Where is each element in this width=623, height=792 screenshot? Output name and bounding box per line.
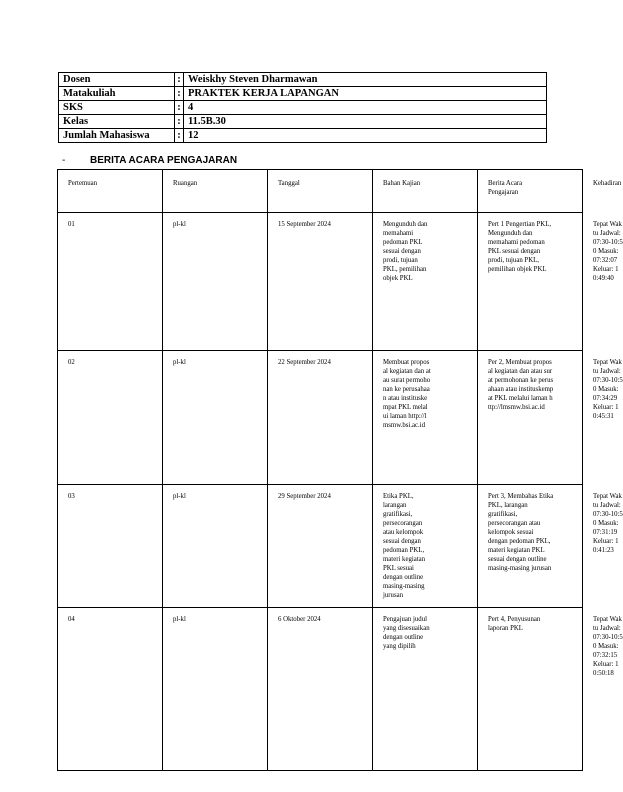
- cell-tanggal: 29 September 2024: [268, 485, 373, 608]
- cell-tanggal: 6 Oktober 2024: [268, 608, 373, 771]
- cell-pertemuan: 04: [58, 608, 163, 771]
- section-heading: [62, 155, 237, 166]
- info-row-dosen: [59, 73, 547, 87]
- cell-ruangan: pl-kl: [163, 213, 268, 351]
- cell-pertemuan: 03: [58, 485, 163, 608]
- cell-bahan-kajian: Etika PKL, larangan gratifikasi, persecorangan atau kelompok sesuai dengan pedoman PKL, materi kegiatan PKL sesuai dengan outline masing-masing jurusan: [373, 485, 478, 608]
- info-row-kelas: [59, 115, 547, 129]
- info-row-matakuliah: [59, 87, 547, 101]
- info-value-matakuliah: PRAKTEK KERJA LAPANGAN: [184, 87, 547, 101]
- cell-tanggal: 15 September 2024: [268, 213, 373, 351]
- course-info-table: [58, 72, 547, 143]
- cell-ruangan: pl-kl: [163, 351, 268, 485]
- table-header-row: Pertemuan Ruangan Tanggal Bahan Kajian Berita Acara Pengajaran Kehadiran: [58, 170, 583, 213]
- info-colon: :: [175, 115, 184, 129]
- info-label: Dosen: [59, 73, 175, 87]
- berita-acara-table: [57, 169, 623, 771]
- info-value-kelas: 11.5B.30: [184, 115, 547, 129]
- bullet-dash: -: [62, 155, 66, 166]
- section-title: BERITA ACARA PENGAJARAN: [90, 155, 238, 166]
- cell-berita-acara: Per 2, Membuat proposal kegiatan dan atau surat permohonan ke perusahaan atau instituskempat PKL melalui laman http://lmsmw.bsi.ac.id: [478, 351, 583, 485]
- info-colon: :: [175, 73, 184, 87]
- cell-tanggal: 22 September 2024: [268, 351, 373, 485]
- info-value-dosen: Weiskhy Steven Dharmawan: [184, 73, 547, 87]
- info-colon: :: [175, 129, 184, 143]
- info-label: Matakuliah: [59, 87, 175, 101]
- table-row: 01 pl-kl 15 September 2024 Mengunduh dan memahami pedoman PKL sesuai dengan prodi, tujuan PKL, pemilihan objek PKL Pert 1 Pengertian PKL, Mengunduh dan memahami pedoman PKL sesuai dengan prodi, tujuan PKL, pemilihan objek PKL Tepat Waktu Jadwal: 07:30-10:50 Masuk: 07:32:07 Keluar: 10:49:40: [58, 213, 583, 351]
- column-header-tanggal: Tanggal: [268, 170, 373, 213]
- cell-berita-acara: Pert 1 Pengertian PKL, Mengunduh dan memahami pedoman PKL sesuai dengan prodi, tujuan PKL, pemilihan objek PKL: [478, 213, 583, 351]
- table-row: 03 pl-kl 29 September 2024 Etika PKL, larangan gratifikasi, persecorangan atau kelompok sesuai dengan pedoman PKL, materi kegiatan PKL sesuai dengan outline masing-masing jurusan Pert 3, Membahas Etika PKL, larangan gratifikasi, persecorangan atau kelompok sesuai dengan pedoman PKL, materi kegiatan PKL sesuai dengan outline masing-masing jurusan Tepat Waktu Jadwal: 07:30-10:50 Masuk: 07:31:19 Keluar: 10:41:23: [58, 485, 583, 608]
- cell-ruangan: pl-kl: [163, 485, 268, 608]
- info-row-sks: [59, 101, 547, 115]
- cell-berita-acara: Pert 4, Penyusunan laporan PKL: [478, 608, 583, 771]
- cell-berita-acara: Pert 3, Membahas Etika PKL, larangan gratifikasi, persecorangan atau kelompok sesuai dengan pedoman PKL, materi kegiatan PKL sesuai dengan outline masing-masing jurusan: [478, 485, 583, 608]
- cell-bahan-kajian: Membuat proposal kegiatan dan atau surat permohonan ke perusahaan atau instituskempat PKL melalui laman http://lmsmw.bsi.ac.id: [373, 351, 478, 485]
- cell-ruangan: pl-kl: [163, 608, 268, 771]
- column-header-pertemuan: Pertemuan: [58, 170, 163, 213]
- info-label: Jumlah Mahasiswa: [59, 129, 175, 143]
- info-colon: :: [175, 101, 184, 115]
- column-header-bahan-kajian: Bahan Kajian: [373, 170, 478, 213]
- info-value-sks: 4: [184, 101, 547, 115]
- table-row: 04 pl-kl 6 Oktober 2024 Pengajuan judul yang disesuaikan dengan outline yang dipilih Pert 4, Penyusunan laporan PKL Tepat Waktu Jadwal: 07:30-10:50 Masuk: 07:32:15 Keluar: 10:50:18: [58, 608, 583, 771]
- info-colon: :: [175, 87, 184, 101]
- column-header-ruangan: Ruangan: [163, 170, 268, 213]
- table-row: 02 pl-kl 22 September 2024 Membuat proposal kegiatan dan atau surat permohonan ke perusahaan atau instituskempat PKL melalui laman http://lmsmw.bsi.ac.id Per 2, Membuat proposal kegiatan dan atau surat permohonan ke perusahaan atau instituskempat PKL melalui laman http://lmsmw.bsi.ac.id Tepat Waktu Jadwal: 07:30-10:50 Masuk: 07:34:29 Keluar: 10:45:31: [58, 351, 583, 485]
- cell-bahan-kajian: Pengajuan judul yang disesuaikan dengan outline yang dipilih: [373, 608, 478, 771]
- info-label: Kelas: [59, 115, 175, 129]
- info-row-jumlah-mahasiswa: [59, 129, 547, 143]
- info-value-jumlah-mahasiswa: 12: [184, 129, 547, 143]
- cell-pertemuan: 01: [58, 213, 163, 351]
- cell-pertemuan: 02: [58, 351, 163, 485]
- cell-bahan-kajian: Mengunduh dan memahami pedoman PKL sesuai dengan prodi, tujuan PKL, pemilihan objek PKL: [373, 213, 478, 351]
- info-label: SKS: [59, 101, 175, 115]
- column-header-berita-acara: Berita Acara Pengajaran: [478, 170, 583, 213]
